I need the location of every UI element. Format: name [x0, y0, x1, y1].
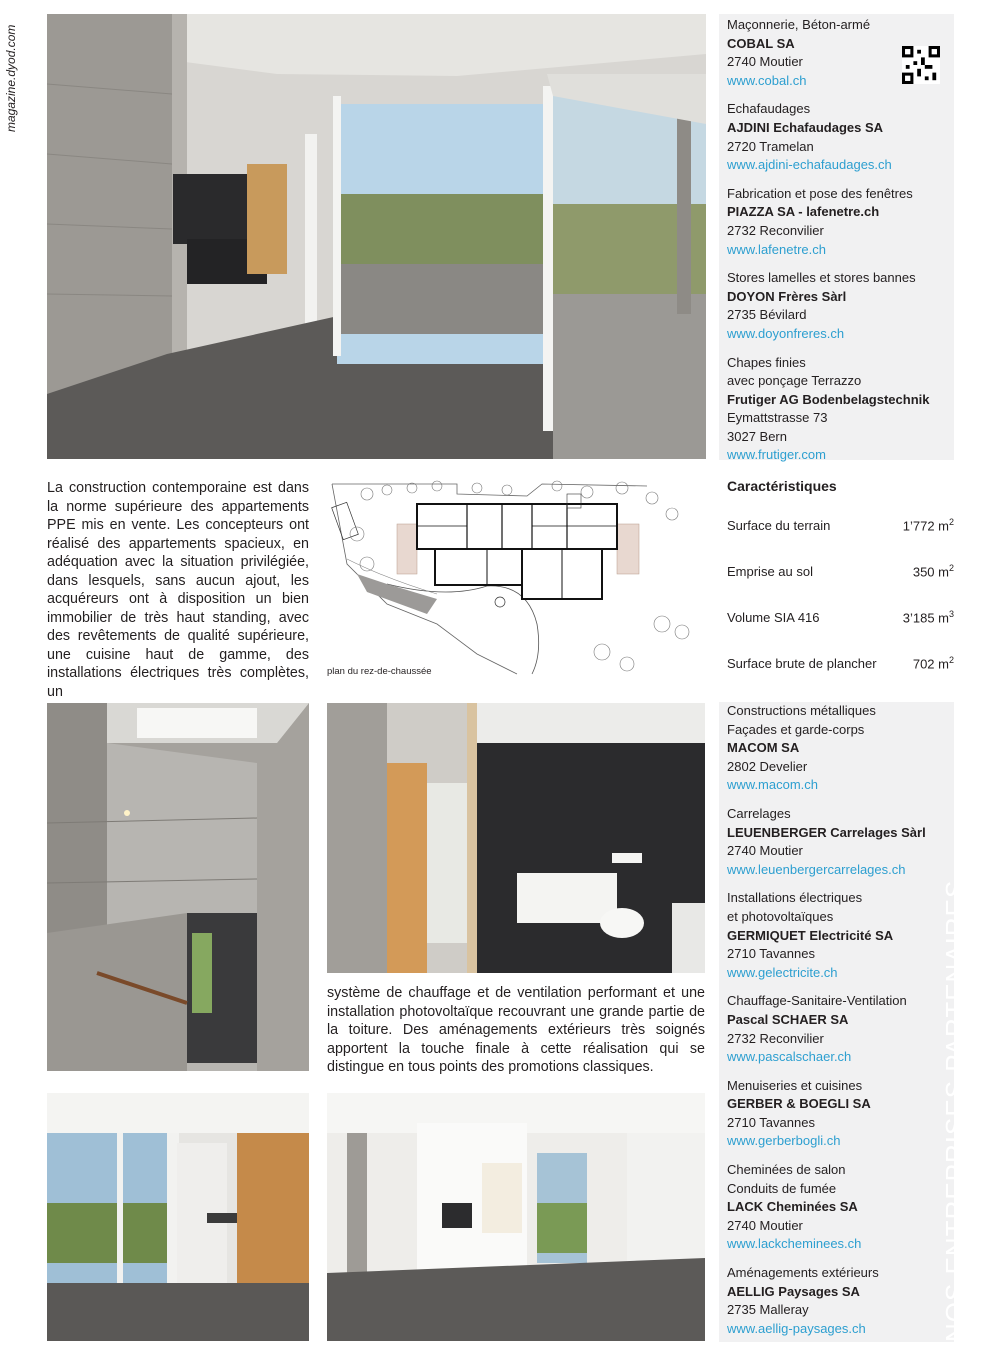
partner-entry: Constructions métalliques Façades et garde-corps MACOM SA 2802 Develier www.macom.ch	[727, 702, 946, 795]
photo-fireplace-room	[327, 1093, 705, 1341]
spec-row: Volume SIA 416 3’185 $m^3$	[727, 609, 954, 626]
partner-link[interactable]: www.frutiger.com	[727, 447, 826, 463]
closing-paragraph: système de chauffage et de ventilation performant et une installation photovoltaïque recouvrant une grande partie de la toiture. Des aménagements extérieurs très soignés apportent la touche finale à cette réalisation qui se distingue en tous points des promotions classiques.	[327, 985, 705, 1075]
partner-entry: Maçonnerie, Béton-armé COBAL SA 2740 Moutier www.cobal.ch	[727, 16, 946, 90]
partner-link[interactable]: www.gelectricite.ch	[727, 964, 838, 980]
partner-entry: Echafaudages AJDINI Echafaudages SA 2720 Tramelan www.ajdini-echafaudages.ch	[727, 100, 946, 174]
spec-row: Emprise au sol 350 $m^2$	[727, 563, 954, 580]
photo-living-terrace	[47, 14, 706, 459]
photo-bathroom	[327, 703, 705, 973]
partners-panel-top	[719, 14, 954, 463]
partner-entry: Cheminées de salon Conduits de fumée LACK Cheminées SA 2740 Moutier www.lackcheminees.ch	[727, 1161, 946, 1254]
partner-entry: Chapes finies avec ponçage Terrazzo Frutiger AG Bodenbelagstechnik Eymattstrasse 73 3027 Bern www.frutiger.com	[727, 354, 946, 466]
specs-title: Caractéristiques	[727, 478, 837, 494]
partner-entry: Stores lamelles et stores bannes DOYON Frères Sàrl 2735 Bévilard www.doyonfreres.ch	[727, 269, 946, 343]
spec-row: Surface du terrain 1’772 $m^2$	[727, 517, 954, 534]
partner-link[interactable]: www.doyonfreres.ch	[727, 325, 845, 341]
partner-entry: Chauffage-Sanitaire-Ventilation Pascal SCHAER SA 2732 Reconvilier www.pascalschaer.ch	[727, 992, 946, 1066]
magazine-url: magazine.dyod.com	[4, 24, 18, 132]
intro-paragraph: La construction contemporaine est dans la norme supérieure des appartements PPE mis en vente. Les concepteurs ont réalisé des appartements spacieux, en adéquation avec la situation privilégiée, dans lesquels, sans aucun ajout, les acquéreurs ont à disposition un bien immobilier de très haut standing, avec des revêtements de qualité supérieure, une cuisine haut de gamme, des installations électriques très complètes, un	[47, 480, 309, 700]
partners-panel-bottom	[719, 702, 970, 1342]
partner-link[interactable]: www.pascalschaer.ch	[727, 1049, 852, 1065]
partner-link[interactable]: www.gerberbogli.ch	[727, 1133, 841, 1149]
partner-link[interactable]: www.lafenetre.ch	[727, 241, 826, 257]
partner-link[interactable]: www.macom.ch	[727, 777, 819, 793]
partner-link[interactable]: www.cobal.ch	[727, 72, 807, 88]
plan-caption: plan du rez-de-chaussée	[327, 666, 432, 677]
partners-vertical-label: NOS ENTREPRISES PARTENAIRES	[940, 879, 970, 1342]
floor-plan	[327, 474, 705, 680]
partner-entry: Aménagements extérieurs AELLIG Paysages SA 2735 Malleray www.aellig-paysages.ch	[727, 1264, 946, 1338]
partner-link[interactable]: www.lackcheminees.ch	[727, 1236, 862, 1252]
partner-entry: Menuiseries et cuisines GERBER & BOEGLI SA 2710 Tavannes www.gerberbogli.ch	[727, 1077, 946, 1151]
partner-link[interactable]: www.aellig-paysages.ch	[727, 1320, 866, 1336]
partner-link[interactable]: www.leuenbergercarrelages.ch	[727, 861, 906, 877]
partner-link[interactable]: www.ajdini-echafaudages.ch	[727, 157, 892, 173]
specs-table	[727, 478, 954, 701]
partner-entry: Installations électriques et photovoltaïques GERMIQUET Electricité SA 2710 Tavannes www.gelectricite.ch	[727, 889, 946, 982]
partner-entry: Carrelages LEUENBERGER Carrelages Sàrl 2740 Moutier www.leuenbergercarrelages.ch	[727, 805, 946, 879]
photo-living-window	[47, 1093, 309, 1341]
photo-stairwell	[47, 703, 309, 1071]
qr-code-icon	[902, 46, 940, 84]
spec-row: Surface brute de plancher 702 $m^2$	[727, 655, 954, 672]
partner-entry: Fabrication et pose des fenêtres PIAZZA SA - lafenetre.ch 2732 Reconvilier www.lafenetre.ch	[727, 185, 946, 259]
